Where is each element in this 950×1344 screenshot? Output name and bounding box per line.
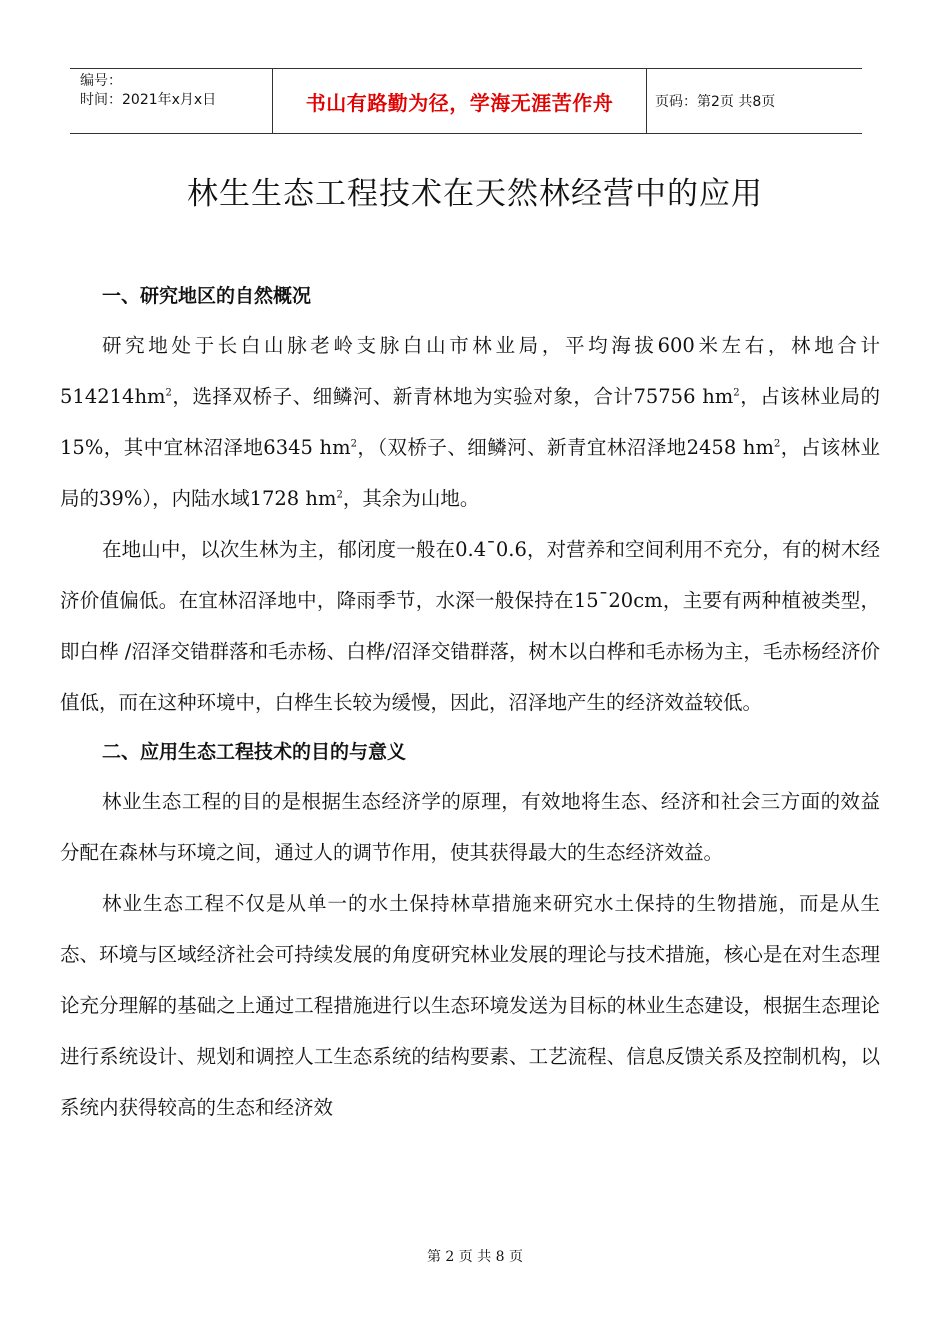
document-body	[60, 272, 880, 1133]
section-heading: 二、应用生态工程技术的目的与意义	[102, 741, 407, 763]
text-run: 研究地处于长白山脉老岭支脉白山市林业局，平均海拔600米左右，林地合计514214hm	[60, 334, 880, 408]
page-footer: 第 2 页 共 8 页	[426, 1249, 524, 1265]
superscript: 2	[336, 489, 343, 501]
text-run: ，占该林业局的39%），内陆水域1728 hm	[60, 436, 881, 510]
time-label: 时间：2021年x月x日	[80, 92, 217, 108]
paragraph: 林业生态工程的目的是根据生态经济学的原理，有效地将生态、经济和社会三方面的效益分配在森林与环境之间，通过人的调节作用，使其获得最大的生态经济效益。	[60, 790, 880, 864]
text-run: ，其余为山地。	[342, 487, 480, 510]
superscript: 2	[165, 387, 172, 399]
superscript: 2	[733, 387, 740, 399]
document-header	[70, 68, 862, 134]
number-label: 编号：	[80, 73, 122, 89]
superscript: 2	[773, 438, 781, 450]
text-run: ，选择双桥子、细鳞河、新青林地为实验对象，合计75756 hm	[171, 385, 734, 408]
document-title: 林生生态工程技术在天然林经营中的应用	[187, 176, 763, 212]
paragraph	[60, 320, 880, 524]
paragraph: 在地山中，以次生林为主，郁闭度一般在0.4¯0.6，对营养和空间利用不充分，有的树木经济价值偏低。在宜林沼泽地中，降雨季节，水深一般保持在15¯20cm，主要有两种植被类型，即白桦 /沼泽交错群落和毛赤杨、白桦/沼泽交错群落，树木以白桦和毛赤杨为主，毛赤杨经济价值低，而在这种环境中，白桦生长较为缓慢，因此，沼泽地产生的经济效益较低。	[60, 538, 880, 714]
paragraph: 林业生态工程不仅是从单一的水土保持林草措施来研究水土保持的生物措施，而是从生态、环境与区域经济社会可持续发展的角度研究林业发展的理论与技术措施，核心是在对生态理论充分理解的基础之上通过工程措施进行以生态环境发送为目标的林业生态建设，根据生态理论进行系统设计、规划和调控人工生态系统的结构要素、工艺流程、信息反馈关系及控制机构，以系统内获得较高的生态和经济效	[60, 892, 880, 1119]
section-heading: 一、研究地区的自然概况	[102, 285, 312, 307]
header-meta-cell	[70, 69, 273, 133]
text-run: ，占该林业局的15%，其中宜林沼泽地6345 hm	[60, 385, 880, 459]
header-motto: 书山有路勤为径，学海无涯苦作舟	[273, 69, 647, 133]
text-run: ，（双桥子、细鳞河、新青宜林沼泽地2458 hm	[356, 436, 774, 459]
header-page-label: 页码：第2页 共8页	[655, 94, 776, 110]
superscript: 2	[350, 438, 357, 450]
